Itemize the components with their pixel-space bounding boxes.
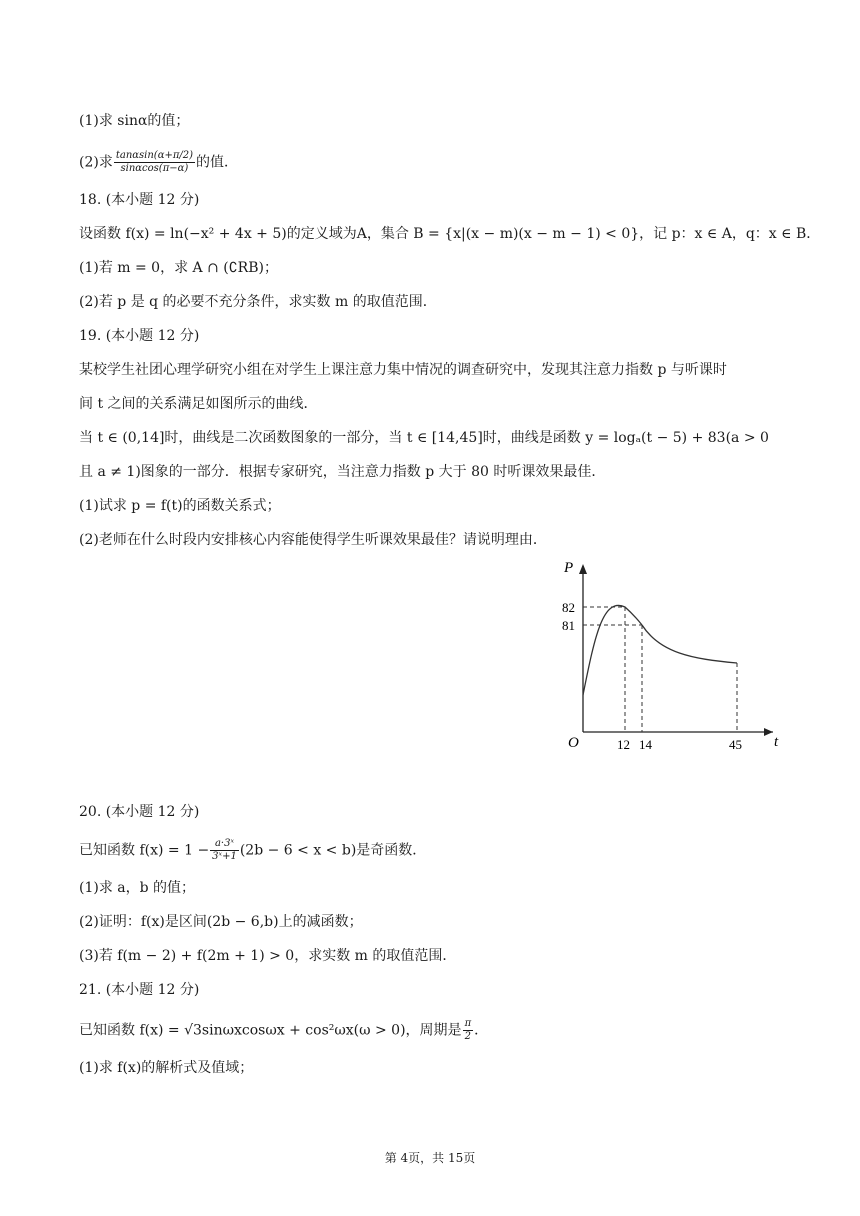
x-tick-label: 14 [639, 737, 652, 752]
x-axis-label: t [774, 734, 779, 750]
q17-part2-suffix: 的值． [196, 154, 239, 171]
q19-part2: (2)老师在什么时段内安排核心内容能使得学生听课效果最佳？请说明理由． [79, 532, 547, 548]
q21-stem [79, 1018, 488, 1043]
q21-stem-prefix: 已知函数 f(x) = √3sinωxcosωx + cos²ωx(ω > 0)，周期是 [79, 1022, 462, 1039]
q17-part2 [79, 150, 238, 175]
origin-label: O [568, 735, 579, 751]
q20-stem-suffix: (2b − 6 < x < b)是奇函数． [239, 842, 427, 859]
x-tick-label: 12 [617, 737, 630, 752]
q18-part2: (2)若 p 是 q 的必要不充分条件，求实数 m 的取值范围． [79, 294, 437, 310]
q20-fraction-numerator: a·3ˣ [210, 838, 239, 851]
q20-fraction-denominator: 3ˣ+1 [212, 851, 237, 862]
q19-stem-line4: 且 a ≠ 1)图象的一部分．根据专家研究，当注意力指数 p 大于 80 时听课效果最佳． [79, 464, 606, 480]
q19-stem-line1: 某校学生社团心理学研究小组在对学生上课注意力集中情况的调查研究中，发现其注意力指数 p 与听课时 [79, 362, 727, 378]
curve-quadratic-segment [583, 605, 642, 695]
page-footer: 第 4页，共 15页 [384, 1151, 476, 1165]
q18-heading: 18. (本小题 12 分) [79, 192, 200, 208]
q18-stem: 设函数 f(x) = ln(−x² + 4x + 5)的定义域为A，集合 B = {x|(x − m)(x − m − 1) < 0}，记 p：x ∈ A，q：x ∈ B． [79, 226, 821, 242]
y-axis-label: P [564, 560, 574, 576]
q17-part1: (1)求 sinα的值； [79, 113, 190, 129]
q19-part1: (1)试求 p = f(t)的函数关系式； [79, 498, 281, 514]
y-tick-label: 81 [562, 618, 575, 633]
q20-stem-prefix: 已知函数 f(x) = 1 − [79, 842, 210, 859]
x-tick-label: 45 [729, 737, 742, 752]
q21-heading: 21. (本小题 12 分) [79, 982, 200, 998]
q19-heading: 19. (本小题 12 分) [79, 328, 200, 344]
q20-heading: 20. (本小题 12 分) [79, 804, 200, 820]
q20-part3: (3)若 f(m − 2) + f(2m + 1) > 0，求实数 m 的取值范围． [79, 948, 457, 964]
q19-stem-line3: 当 t ∈ (0,14]时，曲线是二次函数图象的一部分，当 t ∈ [14,45]时，曲线是函数 y = logₐ(t − 5) + 83(a > 0 [79, 430, 769, 446]
x-axis-arrow [764, 728, 773, 736]
q17-fraction-denominator: sinαcos(π−α) [120, 163, 189, 174]
q20-part2: (2)证明：f(x)是区间(2b − 6,b)上的减函数； [79, 914, 363, 930]
q21-fraction [463, 1018, 474, 1043]
curve-log-segment [642, 625, 737, 663]
q21-fraction-denominator: 2 [464, 1031, 472, 1042]
q21-part1: (1)求 f(x)的解析式及值域； [79, 1060, 254, 1076]
attention-curve-chart [548, 556, 788, 756]
y-tick-label: 82 [562, 600, 575, 615]
q19-stem-line2: 间 t 之间的关系满足如图所示的曲线． [79, 396, 318, 412]
q20-fraction [210, 838, 239, 863]
q17-fraction [114, 150, 195, 175]
q18-part1: (1)若 m = 0，求 A ∩ (∁RB)； [79, 260, 278, 276]
y-axis-arrow [579, 564, 587, 574]
q20-stem [79, 838, 426, 863]
q20-part1: (1)求 a，b 的值； [79, 880, 196, 896]
q21-fraction-numerator: π [464, 1018, 472, 1029]
q17-fraction-numerator: tanαsin(α+π/2) [115, 150, 194, 161]
q17-part2-prefix: (2)求 [79, 154, 113, 171]
q21-stem-suffix: ． [474, 1022, 489, 1039]
